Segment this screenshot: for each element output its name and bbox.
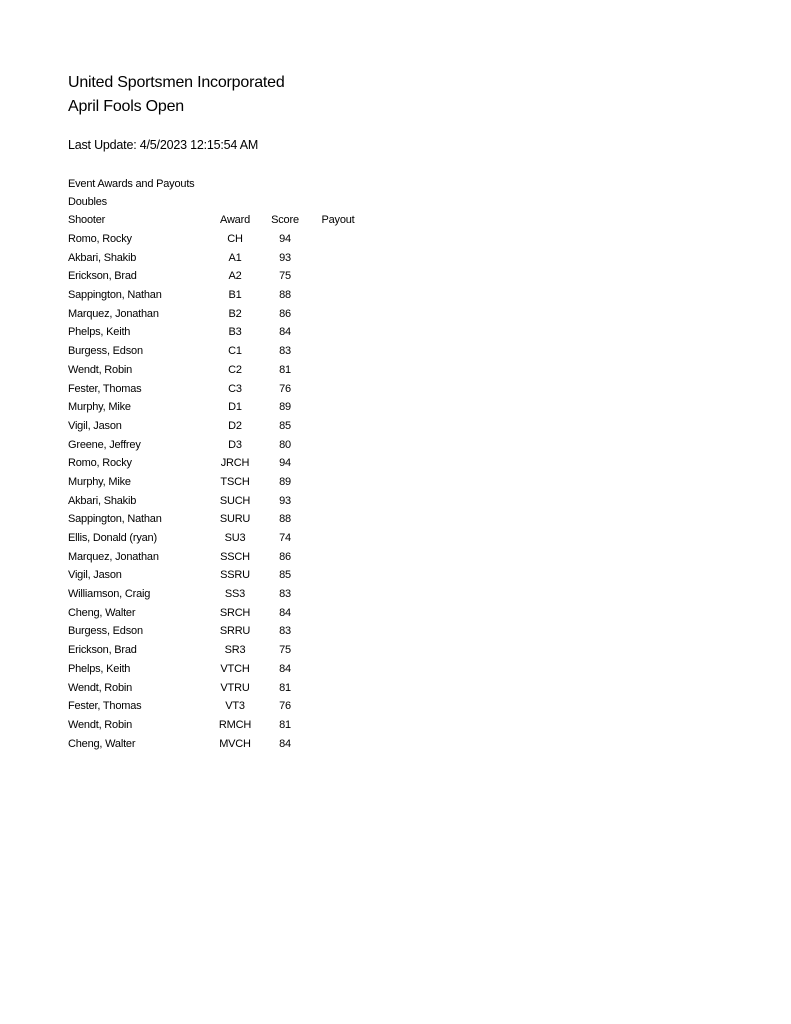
cell-score: 80 [279,438,291,451]
cell-award: SU3 [224,532,246,545]
cell-shooter: Vigil, Jason [68,419,122,432]
cell-award: RMCH [218,718,252,731]
cell-payout [308,473,368,492]
table-row [68,566,368,585]
cell-payout [308,361,368,380]
table-body [68,230,368,753]
cell-payout [308,491,368,510]
cell-payout [308,248,368,267]
cell-shooter: Williamson, Craig [68,588,151,601]
cell-award: B3 [228,326,242,339]
cell-shooter: Marquez, Jonathan [68,550,159,563]
cell-score: 83 [279,625,291,638]
cell-shooter: Greene, Jeffrey [68,438,141,451]
cell-score: 83 [279,588,291,601]
cell-payout [308,566,368,585]
cell-shooter: Wendt, Robin [68,363,133,376]
cell-score: 84 [279,737,291,750]
cell-award: C3 [228,382,242,395]
last-update [68,137,258,153]
cell-shooter: Fester, Thomas [68,700,142,713]
column-header-award: Award [220,214,250,227]
table-row [68,603,368,622]
cell-shooter: Marquez, Jonathan [68,307,159,320]
cell-shooter: Erickson, Brad [68,644,137,657]
cell-payout [308,622,368,641]
table-row [68,641,368,660]
table-row [68,286,368,305]
cell-shooter: Phelps, Keith [68,662,131,675]
cell-award: C1 [228,345,242,358]
column-header-score: Score [271,214,299,227]
awards-table [68,211,368,753]
cell-payout [308,585,368,604]
cell-payout [308,603,368,622]
table-row [68,716,368,735]
cell-score: 74 [279,532,291,545]
cell-shooter: Fester, Thomas [68,382,142,395]
cell-payout [308,697,368,716]
cell-score: 85 [279,569,291,582]
section-subtitle: Doubles [68,196,107,208]
cell-payout [308,678,368,697]
cell-payout [308,510,368,529]
cell-shooter: Ellis, Donald (ryan) [68,532,157,545]
cell-payout [308,529,368,548]
section-title: Event Awards and Payouts [68,178,195,190]
table-row [68,267,368,286]
table-row [68,547,368,566]
cell-score: 76 [279,382,291,395]
cell-shooter: Murphy, Mike [68,475,131,488]
cell-shooter: Erickson, Brad [68,270,137,283]
cell-score: 83 [279,345,291,358]
org-title: United Sportsmen Incorporated [68,74,285,91]
cell-payout [308,660,368,679]
cell-shooter: Romo, Rocky [68,233,132,246]
event-title: April Fools Open [68,98,184,115]
cell-score: 81 [279,718,291,731]
last-update-value: 4/5/2023 12:15:54 AM [139,138,259,152]
cell-shooter: Murphy, Mike [68,401,131,414]
cell-score: 85 [279,419,291,432]
column-header-shooter: Shooter [68,214,106,227]
table-row [68,379,368,398]
table-row [68,697,368,716]
cell-award: D1 [228,401,242,414]
cell-score: 93 [279,494,291,507]
table-row [68,435,368,454]
cell-award: CH [227,233,243,246]
cell-score: 88 [279,513,291,526]
cell-award: A1 [228,251,242,264]
cell-award: SSRU [220,569,250,582]
cell-award: VTRU [220,681,250,694]
cell-score: 84 [279,326,291,339]
cell-payout [308,417,368,436]
cell-payout [308,267,368,286]
table-row [68,734,368,753]
cell-shooter: Burgess, Edson [68,625,143,638]
cell-shooter: Sappington, Nathan [68,513,162,526]
cell-score: 84 [279,606,291,619]
cell-shooter: Burgess, Edson [68,345,143,358]
table-row [68,230,368,249]
cell-score: 93 [279,251,291,264]
cell-award: SSCH [220,550,250,563]
table-row [68,417,368,436]
cell-payout [308,398,368,417]
cell-payout [308,454,368,473]
cell-award: SS3 [224,588,246,601]
cell-payout [308,379,368,398]
last-update-label: Last Update: [68,138,140,152]
cell-shooter: Wendt, Robin [68,681,133,694]
cell-shooter: Vigil, Jason [68,569,122,582]
table-row [68,529,368,548]
cell-shooter: Sappington, Nathan [68,289,162,302]
cell-award: D2 [228,419,242,432]
cell-payout [308,323,368,342]
cell-award: C2 [228,363,242,376]
cell-payout [308,304,368,323]
table-row [68,361,368,380]
cell-shooter: Cheng, Walter [68,606,136,619]
cell-award: TSCH [220,475,250,488]
cell-payout [308,716,368,735]
cell-award: D3 [228,438,242,451]
table-row [68,622,368,641]
cell-shooter: Romo, Rocky [68,457,132,470]
cell-score: 84 [279,662,291,675]
cell-award: SRRU [219,625,251,638]
cell-shooter: Wendt, Robin [68,718,133,731]
cell-payout [308,547,368,566]
table-row [68,510,368,529]
cell-award: SUCH [219,494,251,507]
cell-shooter: Akbari, Shakib [68,494,137,507]
cell-award: SR3 [224,644,246,657]
table-row [68,660,368,679]
table-row [68,491,368,510]
cell-payout [308,435,368,454]
cell-score: 75 [279,270,291,283]
cell-award: B2 [228,307,242,320]
table-row [68,585,368,604]
cell-award: JRCH [220,457,250,470]
table-row [68,398,368,417]
table-row [68,454,368,473]
table-row [68,342,368,361]
cell-score: 88 [279,289,291,302]
table-row [68,248,368,267]
cell-score: 86 [279,307,291,320]
cell-payout [308,734,368,753]
cell-score: 89 [279,475,291,488]
table-row [68,323,368,342]
cell-award: B1 [228,289,242,302]
cell-score: 86 [279,550,291,563]
cell-award: VT3 [225,700,245,713]
cell-payout [308,641,368,660]
cell-award: A2 [228,270,242,283]
cell-shooter: Akbari, Shakib [68,251,137,264]
cell-shooter: Phelps, Keith [68,326,131,339]
cell-score: 81 [279,681,291,694]
column-header-payout: Payout [321,214,355,227]
table-row [68,304,368,323]
cell-score: 89 [279,401,291,414]
cell-score: 94 [279,457,291,470]
cell-payout [308,286,368,305]
cell-score: 76 [279,700,291,713]
table-row [68,678,368,697]
cell-payout [308,342,368,361]
table-row [68,473,368,492]
cell-score: 75 [279,644,291,657]
cell-score: 81 [279,363,291,376]
cell-award: MVCH [219,737,251,750]
table-header-row [68,211,368,230]
cell-shooter: Cheng, Walter [68,737,136,750]
cell-award: SURU [219,513,251,526]
cell-payout [308,230,368,249]
cell-score: 94 [279,233,291,246]
cell-award: VTCH [220,662,250,675]
cell-award: SRCH [219,606,251,619]
